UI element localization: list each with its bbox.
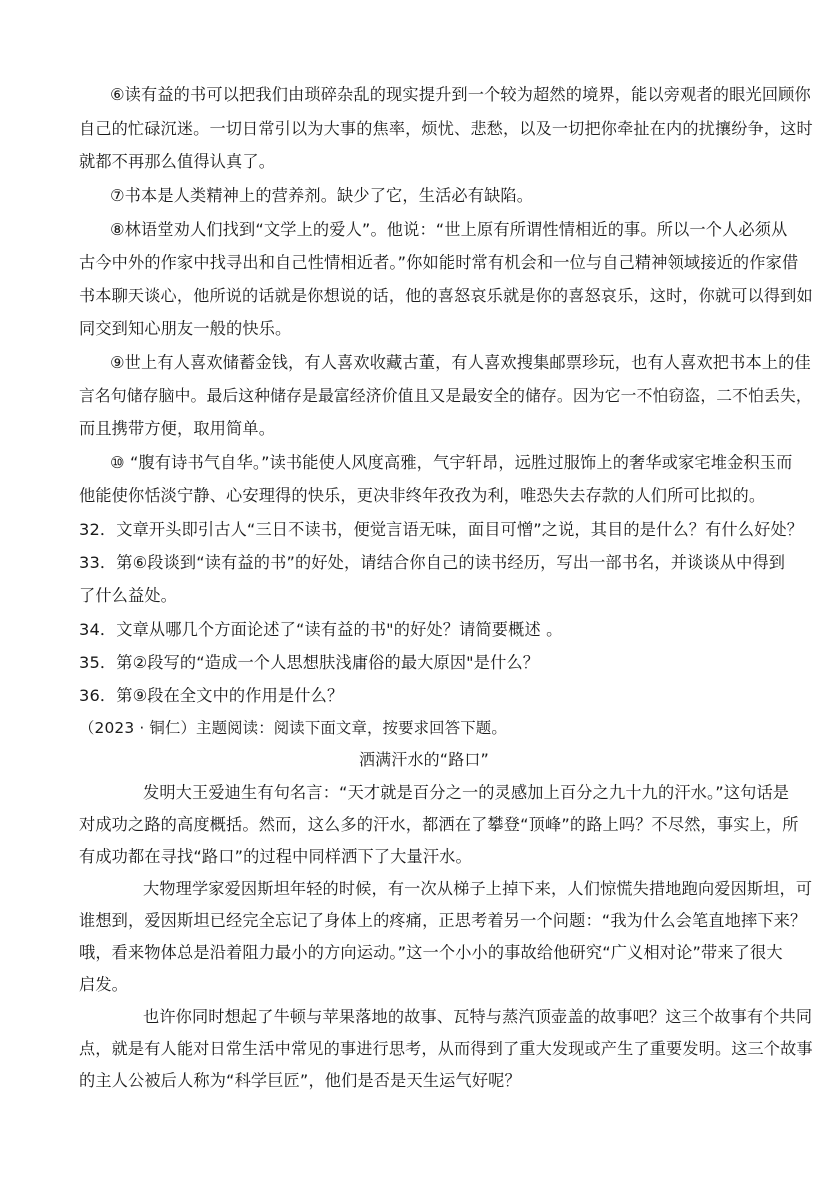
paragraph-8-line-2: 古今中外的作家中找寻出和自己性情相近者。”你如能时常有机会和一位与自己精神领域接近的作家借 [79,253,799,272]
question-33-line-2: 了什么益处。 [79,586,178,605]
paragraph-6-line-2: 自己的忙碌沉迷。一切日常引以为大事的焦率，烦忧、悲愁，以及一切把你牵扯在内的扰攘纷争，这时 [79,119,813,138]
paragraph-8-line-4: 同交到知心朋友一般的快乐。 [79,319,292,338]
section-header: （2023 · 铜仁）主题阅读：阅读下面文章，按要求回答下题。 [79,719,507,737]
paragraph-8-line-3: 书本聊天谈心，他所说的话就是你想说的话，他的喜怒哀乐就是你的喜怒哀乐，这时，你就可以得到如 [79,286,813,305]
passage2-p2-line-3: 哦，看来物体总是沿着阻力最小的方向运动。”这一个小小的事故给他研究“广义相对论”带来了很大 [79,943,783,962]
paragraph-6-line-1: ⑥读有益的书可以把我们由琐碎杂乱的现实提升到一个较为超然的境界，能以旁观者的眼光回顾你 [110,85,811,104]
passage-title: 洒满汗水的“路口” [359,750,489,769]
passage2-p2-line-1: 大物理学家爱因斯坦年轻的时候，有一次从梯子上掉下来，人们惊慌失措地跑向爱因斯坦，可 [143,879,813,898]
question-35: 35．第②段写的“造成一个人思想肤浅庸俗的最大原因"是什么？ [79,653,540,672]
passage2-p2-line-2: 谁想到，爱因斯坦已经完全忘记了身体上的疼痛，正思考着另一个问题：“我为什么会笔直地摔下来？ [79,911,807,930]
paragraph-9-line-2: 言名句储存脑中。最后这种储存是最富经济价值且又是最安全的储存。因为它一不怕窃盗，二不怕丢失， [79,386,812,405]
paragraph-9-line-1: ⑨世上有人喜欢储蓄金钱，有人喜欢收藏古董，有人喜欢搜集邮票珍玩，也有人喜欢把书本上的佳 [110,353,811,372]
passage2-p1-line-2: 对成功之路的高度概括。然而，这么多的汗水，都洒在了攀登“顶峰”的路上吗？不尽然，事实上，所 [79,815,799,834]
question-34: 34．文章从哪几个方面论述了“读有益的书"的好处？请简要概述 。 [79,620,563,639]
paragraph-6-line-3: 就都不再那么值得认真了。 [79,152,276,171]
paragraph-10-line-1: ⑩ “腹有诗书气自华。”读书能使人风度高雅，气宇轩昂，远胜过服饰上的奢华或家宅堆金积玉而 [110,453,793,472]
question-33-line-1: 33．第⑥段谈到“读有益的书”的好处，请结合你自己的读书经历，写出一部书名，并谈谈从中得到 [79,553,786,572]
passage2-p1-line-1: 发明大王爱迪生有句名言：“天才就是百分之一的灵感加上百分之九十九的汗水。”这句话是 [143,783,790,802]
question-36: 36．第⑨段在全文中的作用是什么？ [79,686,344,705]
paragraph-10-line-2: 他能使你恬淡宁静、心安理得的快乐，更决非终年孜孜为利，唯恐失去存款的人们所可比拟的。 [79,486,766,505]
paragraph-7-line-1: ⑦书本是人类精神上的营养剂。缺少了它，生活必有缺陷。 [110,186,534,205]
paragraph-8-line-1: ⑧林语堂劝人们找到“文学上的爱人”。他说：“世上原有所谓性情相近的事。所以一个人必须从 [110,220,788,239]
passage2-p3-line-3: 的主人公被后人称为“科学巨匠”，他们是否是天生运气好呢？ [79,1071,521,1090]
question-32: 32．文章开头即引古人“三日不读书，便觉言语无味，面目可憎”之说，其目的是什么？有什么好处？ [79,520,804,539]
passage2-p3-line-1: 也许你同时想起了牛顿与苹果落地的故事、瓦特与蒸汽顶壶盖的故事吧？这三个故事有个共同 [143,1007,813,1026]
paragraph-9-line-3: 而且携带方便，取用简单。 [79,419,276,438]
passage2-p1-line-3: 有成功都在寻找“路口”的过程中同样洒下了大量汗水。 [79,847,472,866]
passage2-p3-line-2: 点，就是有人能对日常生活中常见的事进行思考，从而得到了重大发现或产生了重要发明。这三个故事 [79,1039,813,1058]
passage2-p2-line-4: 启发。 [79,975,129,994]
